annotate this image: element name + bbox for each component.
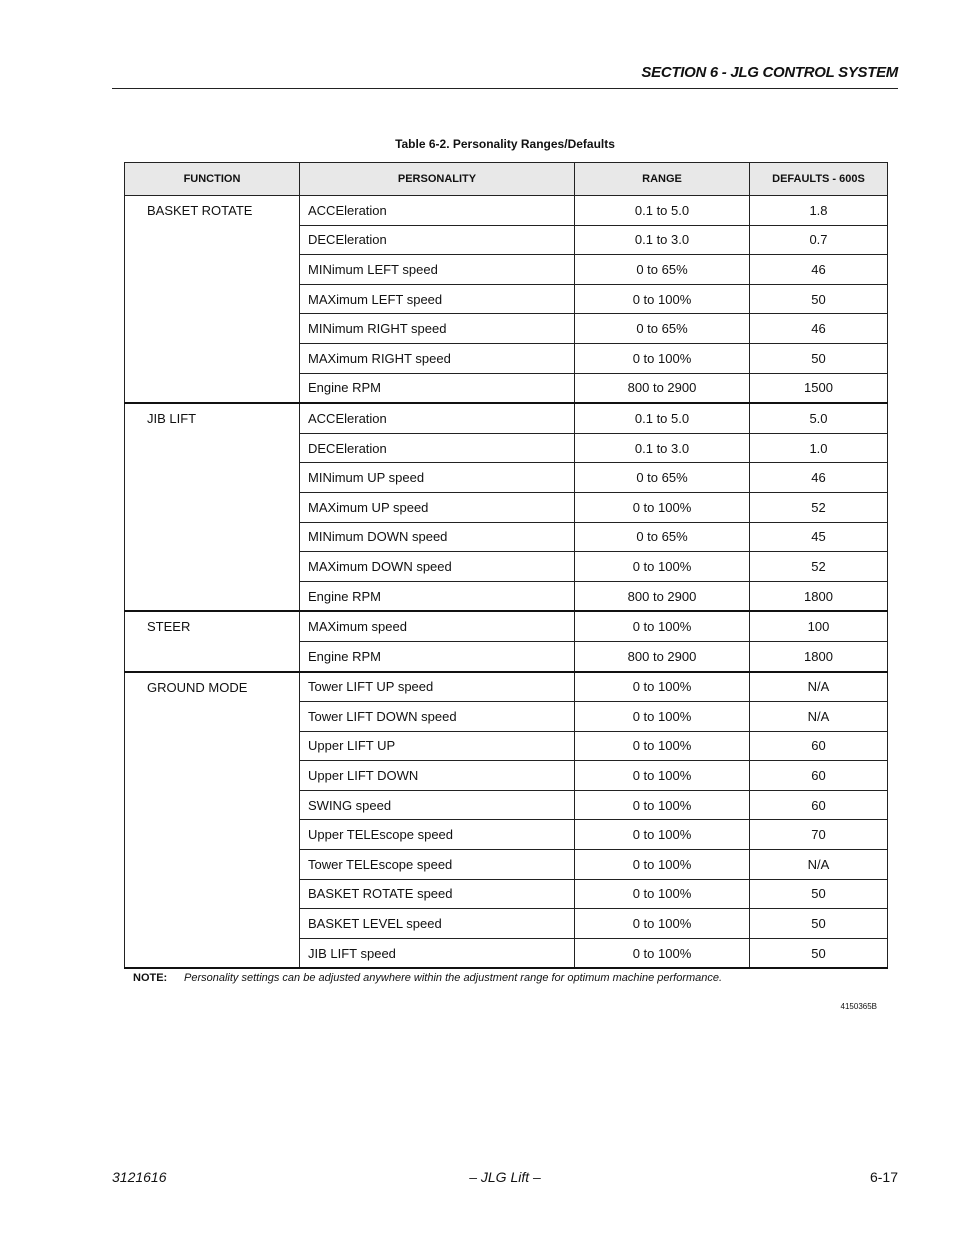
header-rule <box>112 88 898 89</box>
personality-cell: DECEleration <box>300 433 575 463</box>
range-cell: 0 to 100% <box>575 611 750 641</box>
section-title: SECTION 6 - JLG CONTROL SYSTEM <box>641 64 898 81</box>
range-cell: 0.1 to 3.0 <box>575 225 750 255</box>
table-header-row <box>125 163 888 196</box>
footer-page-number: 6-17 <box>869 1169 898 1185</box>
default-cell: 50 <box>750 343 888 373</box>
function-cell: GROUND MODE <box>125 672 300 969</box>
table-row <box>125 611 888 641</box>
note <box>133 972 722 984</box>
default-cell: 52 <box>750 492 888 522</box>
default-cell: 0.7 <box>750 225 888 255</box>
range-cell: 0 to 100% <box>575 938 750 968</box>
default-cell: 46 <box>750 314 888 344</box>
range-cell: 0 to 100% <box>575 879 750 909</box>
personality-cell: DECEleration <box>300 225 575 255</box>
personality-cell: MAXimum LEFT speed <box>300 284 575 314</box>
personality-cell: Tower TELEscope speed <box>300 850 575 880</box>
personality-cell: ACCEleration <box>300 196 575 226</box>
default-cell: 50 <box>750 284 888 314</box>
personality-cell: Upper LIFT UP <box>300 731 575 761</box>
range-cell: 0 to 100% <box>575 790 750 820</box>
range-cell: 800 to 2900 <box>575 641 750 671</box>
default-cell: 52 <box>750 552 888 582</box>
range-cell: 0 to 100% <box>575 850 750 880</box>
default-cell: 70 <box>750 820 888 850</box>
column-header-personality: PERSONALITY <box>300 163 575 196</box>
table-row <box>125 403 888 433</box>
range-cell: 800 to 2900 <box>575 373 750 403</box>
range-cell: 0 to 100% <box>575 820 750 850</box>
personality-table <box>124 162 888 969</box>
table-body <box>125 196 888 969</box>
default-cell: 45 <box>750 522 888 552</box>
range-cell: 0 to 65% <box>575 463 750 493</box>
range-cell: 0 to 100% <box>575 672 750 702</box>
note-text: Personality settings can be adjusted anywhere within the adjustment range for optimum machine performance. <box>184 972 723 984</box>
range-cell: 0.1 to 3.0 <box>575 433 750 463</box>
personality-cell: Tower LIFT DOWN speed <box>300 702 575 732</box>
personality-cell: MAXimum DOWN speed <box>300 552 575 582</box>
personality-cell: ACCEleration <box>300 403 575 433</box>
personality-cell: Engine RPM <box>300 581 575 611</box>
range-cell: 0 to 65% <box>575 314 750 344</box>
range-cell: 0 to 100% <box>575 492 750 522</box>
default-cell: 60 <box>750 790 888 820</box>
column-header-range: RANGE <box>575 163 750 196</box>
personality-cell: MAXimum UP speed <box>300 492 575 522</box>
function-cell: STEER <box>125 611 300 671</box>
personality-cell: MINimum RIGHT speed <box>300 314 575 344</box>
default-cell: N/A <box>750 850 888 880</box>
default-cell: N/A <box>750 672 888 702</box>
range-cell: 0 to 100% <box>575 702 750 732</box>
default-cell: N/A <box>750 702 888 732</box>
default-cell: 5.0 <box>750 403 888 433</box>
personality-cell: Engine RPM <box>300 373 575 403</box>
personality-cell: MINimum LEFT speed <box>300 255 575 285</box>
personality-cell: MAXimum RIGHT speed <box>300 343 575 373</box>
range-cell: 0 to 100% <box>575 909 750 939</box>
personality-cell: MINimum DOWN speed <box>300 522 575 552</box>
default-cell: 1500 <box>750 373 888 403</box>
personality-cell: JIB LIFT speed <box>300 938 575 968</box>
range-cell: 0.1 to 5.0 <box>575 196 750 226</box>
personality-cell: BASKET LEVEL speed <box>300 909 575 939</box>
range-cell: 800 to 2900 <box>575 581 750 611</box>
default-cell: 1800 <box>750 641 888 671</box>
range-cell: 0 to 100% <box>575 552 750 582</box>
default-cell: 46 <box>750 463 888 493</box>
range-cell: 0 to 100% <box>575 731 750 761</box>
range-cell: 0 to 65% <box>575 255 750 285</box>
personality-cell: BASKET ROTATE speed <box>300 879 575 909</box>
personality-cell: MAXimum speed <box>300 611 575 641</box>
personality-cell: Upper TELEscope speed <box>300 820 575 850</box>
default-cell: 50 <box>750 909 888 939</box>
range-cell: 0 to 100% <box>575 284 750 314</box>
personality-cell: Engine RPM <box>300 641 575 671</box>
range-cell: 0 to 100% <box>575 761 750 791</box>
default-cell: 1800 <box>750 581 888 611</box>
range-cell: 0 to 100% <box>575 343 750 373</box>
footer-doc-number: 3121616 <box>112 1169 167 1185</box>
personality-cell: SWING speed <box>300 790 575 820</box>
note-label: NOTE: <box>133 972 168 984</box>
default-cell: 1.0 <box>750 433 888 463</box>
range-cell: 0.1 to 5.0 <box>575 403 750 433</box>
column-header-function: FUNCTION <box>125 163 300 196</box>
default-cell: 100 <box>750 611 888 641</box>
function-cell: BASKET ROTATE <box>125 196 300 404</box>
range-cell: 0 to 65% <box>575 522 750 552</box>
column-header-defaults: DEFAULTS - 600S <box>750 163 888 196</box>
table-row <box>125 196 888 226</box>
default-cell: 60 <box>750 761 888 791</box>
figure-id: 4150365B <box>840 1002 877 1011</box>
default-cell: 50 <box>750 938 888 968</box>
table-row <box>125 672 888 702</box>
default-cell: 50 <box>750 879 888 909</box>
function-cell: JIB LIFT <box>125 403 300 611</box>
personality-cell: Tower LIFT UP speed <box>300 672 575 702</box>
table-title: Table 6-2. Personality Ranges/Defaults <box>395 137 615 151</box>
footer-center: – JLG Lift – <box>469 1169 541 1185</box>
default-cell: 1.8 <box>750 196 888 226</box>
personality-cell: MINimum UP speed <box>300 463 575 493</box>
personality-cell: Upper LIFT DOWN <box>300 761 575 791</box>
default-cell: 46 <box>750 255 888 285</box>
default-cell: 60 <box>750 731 888 761</box>
